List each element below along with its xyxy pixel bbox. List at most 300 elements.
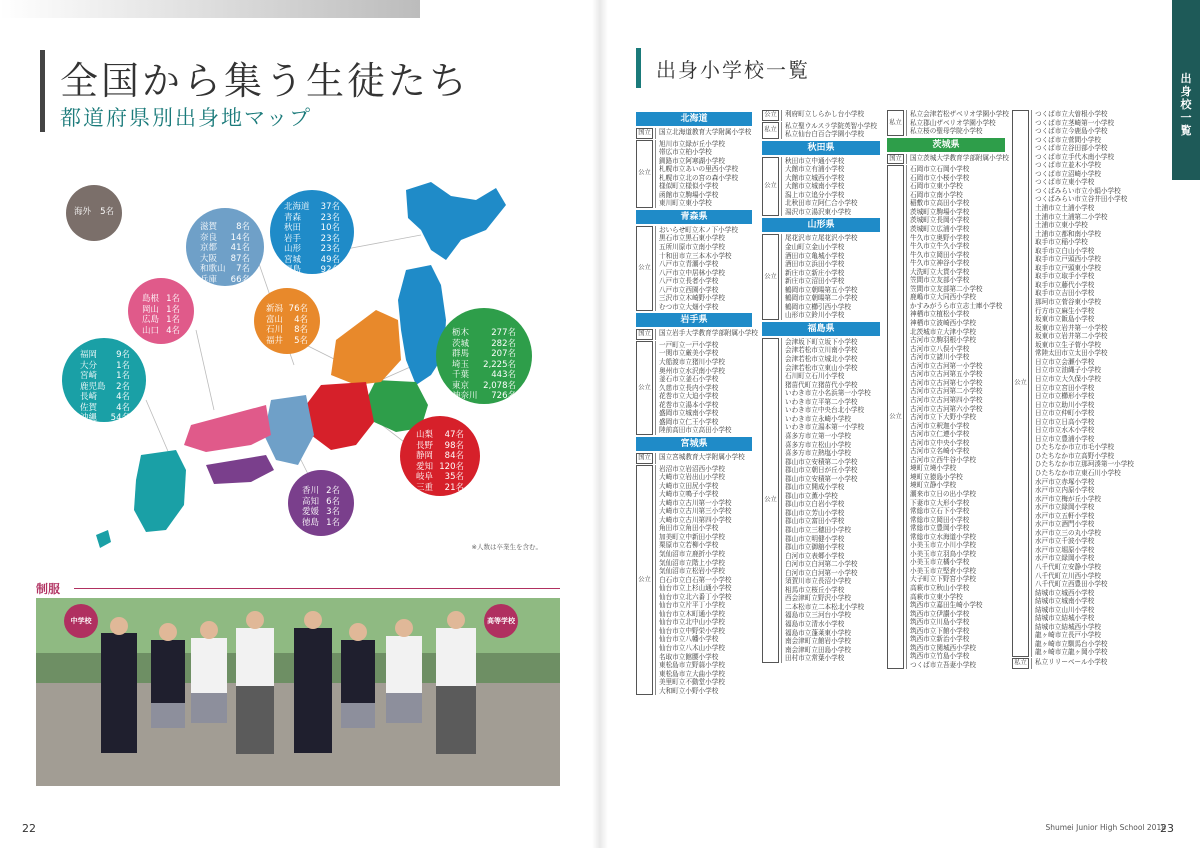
school-name: 取手市立稲小学校 <box>1035 238 1088 247</box>
school-name: 結城市立城南小学校 <box>1035 597 1095 606</box>
school-name: 石川町立石川小学校 <box>785 372 845 381</box>
school-name: 西会津町立野沢小学校 <box>785 594 851 603</box>
school-name: 国立北海道教育大学附属小学校 <box>659 128 752 136</box>
school-name: いわき市立湯本第一小学校 <box>785 423 865 432</box>
school-name: 白河市立白河第一小学校 <box>785 568 858 577</box>
school-type-label: 国立 <box>636 453 653 464</box>
school-name: 石岡市立小桜小学校 <box>910 173 970 182</box>
school-type-label: 公立 <box>636 341 653 435</box>
school-name: 鶴岡市立朝暘第二小学校 <box>785 294 858 303</box>
school-name: 筑西市立竹島小学校 <box>910 652 970 661</box>
school-type-label: 公立 <box>887 165 904 669</box>
list-title-accent <box>636 48 641 88</box>
school-name: 十和田市立三本木小学校 <box>659 251 732 260</box>
school-name: 様似町立様似小学校 <box>659 182 719 191</box>
school-name: 古河市立古河第七小学校 <box>910 378 983 387</box>
school-name: 郡山市立三穂田小学校 <box>785 525 851 534</box>
school-type-label: 公立 <box>636 140 653 208</box>
school-name: 小美玉市立橘小学校 <box>910 558 970 567</box>
school-list <box>781 234 880 319</box>
school-name: 常陸太田市立太田小学校 <box>1035 349 1108 358</box>
school-name: 新庄市立新庄小学校 <box>785 268 845 277</box>
school-name: 境町立静小学校 <box>910 481 957 490</box>
school-name: 日立市立仲町小学校 <box>1035 409 1095 418</box>
school-name: 喜多方市立熱塩小学校 <box>785 449 851 458</box>
school-name: 筑西市立伊讃小学校 <box>910 609 970 618</box>
school-type-label: 公立 <box>636 465 653 696</box>
school-name: 東川町立東小学校 <box>659 199 712 208</box>
school-name: おいらせ町立木ノ下小学校 <box>659 225 738 234</box>
school-name: 花巻市立湯本小学校 <box>659 400 719 409</box>
school-name: 筑西市立嘉田生崎小学校 <box>910 601 983 610</box>
school-name: 秋田市立中通小学校 <box>785 156 845 165</box>
school-name: 札幌市立あいの里西小学校 <box>659 165 739 174</box>
school-column-2 <box>762 110 880 664</box>
school-group <box>636 453 752 464</box>
school-name: つくば市立茎崎第一小学校 <box>1035 118 1115 127</box>
school-name: 石岡市立東小学校 <box>910 182 963 191</box>
school-name: 日立市立会瀬小学校 <box>1035 357 1095 366</box>
bubble-kanto: 栃木 277名 茨城 282名 群馬 207名 埼玉 2,225名 千葉 443名 東京 2,078名 神奈川 726名 <box>436 308 532 404</box>
school-name: 牛久市立牛久小学校 <box>910 242 970 251</box>
school-list <box>655 226 752 311</box>
school-name: 私立リリーベール小学校 <box>1035 658 1108 666</box>
school-name: 大船渡市立猪川小学校 <box>659 358 725 367</box>
school-list <box>781 110 880 121</box>
school-name: 盛岡市立仁王小学校 <box>659 417 719 426</box>
school-name: 陸前高田市立高田小学校 <box>659 426 732 435</box>
school-name: 筑西市立関城西小学校 <box>910 643 976 652</box>
school-name: 土浦市立土浦小学校 <box>1035 204 1095 213</box>
overseas-row: 海外 5名 <box>74 207 114 217</box>
school-name: 古河市立下大野小学校 <box>910 413 976 422</box>
school-list <box>655 341 752 435</box>
bubble-chubu: 山梨 47名 長野 98名 静岡 84名 愛知 120名 岐阜 35名 三重 21名 <box>400 416 480 496</box>
school-name: 茨城町立広浦小学校 <box>910 225 970 234</box>
school-name: 稲敷市立高田小学校 <box>910 199 970 208</box>
school-name: 会津若松市立東山小学校 <box>785 363 858 372</box>
school-name: つくば市立大曽根小学校 <box>1035 110 1108 118</box>
uniform-divider <box>74 588 560 589</box>
school-type-label: 公立 <box>762 234 779 319</box>
school-name: 牛久市立神谷小学校 <box>910 259 970 268</box>
school-name: いわき市立中央台北小学校 <box>785 406 865 415</box>
school-name: 大子町立下野宮小学校 <box>910 575 976 584</box>
school-name: 古河市立古河第二小学校 <box>910 387 983 396</box>
school-name: 久慈市立長内小学校 <box>659 383 719 392</box>
school-name: 筑西市立川島小学校 <box>910 618 970 627</box>
school-group <box>762 338 880 663</box>
school-list <box>1031 658 1142 669</box>
school-name: 茨城町立駒場小学校 <box>910 207 970 216</box>
school-name: 古河市立名崎小学校 <box>910 447 970 456</box>
school-name: 仙台市立木町通小学校 <box>659 609 725 618</box>
school-name: 取手市立白山小学校 <box>1035 246 1095 255</box>
school-name: 八戸市立中居林小学校 <box>659 268 725 277</box>
school-name: 盛岡市立城南小学校 <box>659 409 719 418</box>
school-name: 五所川原市立南小学校 <box>659 243 725 252</box>
school-name: 福島市立蓬莱東小学校 <box>785 628 851 637</box>
school-name: 高萩市立秋山小学校 <box>910 583 970 592</box>
school-name: 郡山市立朝日が丘小学校 <box>785 466 858 475</box>
prefecture-header: 青森県 <box>636 210 752 224</box>
school-name: 相馬市立桜丘小学校 <box>785 585 845 594</box>
school-name: 結城市立結城小学校 <box>1035 614 1095 623</box>
school-name: ひたちなか市立高野小学校 <box>1035 451 1115 460</box>
school-name: 国立岩手大学教育学部附属小学校 <box>659 329 758 338</box>
school-name: むつ市立大畑小学校 <box>659 302 719 311</box>
school-name: 坂東市立飯島小学校 <box>1035 315 1095 324</box>
school-name: 水戸市立堀原小学校 <box>1035 545 1095 554</box>
school-name: 名取市立館腰小学校 <box>659 652 719 661</box>
school-name: 気仙沼市立階上小学校 <box>659 558 725 567</box>
school-name: 北秋田市立阿仁合小学校 <box>785 199 858 208</box>
school-name: 釜石市立釜石小学校 <box>659 375 719 384</box>
school-name: 八戸市立長者小学校 <box>659 277 719 286</box>
school-name: 古河市立仁連小学校 <box>910 430 970 439</box>
school-name: 須賀川市立長沼小学校 <box>785 577 851 586</box>
school-name: 湯沢市立湯沢東小学校 <box>785 207 851 216</box>
school-name: 石岡市立南小学校 <box>910 190 963 199</box>
school-name: 結城市立結城西小学校 <box>1035 622 1101 631</box>
school-name: 水戸市立赤塚小学校 <box>1035 477 1095 486</box>
page-number-right: 23 <box>1160 822 1174 835</box>
school-name: 古河市立八俣小学校 <box>910 344 970 353</box>
school-name: 喜多方市立第一小学校 <box>785 431 851 440</box>
school-name: 水戸市立梅が丘小学校 <box>1035 494 1101 503</box>
school-list <box>655 128 752 139</box>
school-name: 土浦市立東小学校 <box>1035 221 1088 230</box>
school-name: 私立郡山ザベリオ学園小学校 <box>910 118 996 127</box>
school-name: 酒田市立亀城小学校 <box>785 251 845 260</box>
school-list <box>906 165 1005 669</box>
school-name: 大崎市立古川第三小学校 <box>659 507 732 516</box>
school-name: 私立仙台白百合学園小学校 <box>785 130 865 139</box>
school-type-label: 国立 <box>636 128 653 139</box>
uniform-photo <box>36 598 560 786</box>
school-name: 日立市立助川小学校 <box>1035 400 1095 409</box>
school-name: 仙台市立片平丁小学校 <box>659 601 725 610</box>
school-name: つくばみらい市立小絹小学校 <box>1035 186 1121 195</box>
school-group <box>636 128 752 139</box>
school-column-1 <box>636 110 758 696</box>
bubble-kinki: 滋賀 8名 奈良 14名 京都 41名 大阪 87名 和歌山 7名 兵庫 66名 <box>186 208 264 286</box>
school-type-label: 私立 <box>1012 658 1029 669</box>
side-tab <box>1172 0 1200 180</box>
school-type-label: 公立 <box>762 157 779 217</box>
school-name: 古河市立西牛谷小学校 <box>910 455 976 464</box>
school-name: つくばみらい市立谷井田小学校 <box>1035 195 1128 204</box>
school-name: 会津若松市立城北小学校 <box>785 355 858 364</box>
school-name: 仙台市立上杉山通小学校 <box>659 584 732 593</box>
school-name: 日立市立大久保小学校 <box>1035 374 1101 383</box>
school-name: 小美玉市立小川小学校 <box>910 541 976 550</box>
school-name: 北茨城市立大津小学校 <box>910 327 976 336</box>
school-name: 茨城町立長岡小学校 <box>910 216 970 225</box>
school-group <box>1012 110 1142 657</box>
bubble-hokuriku: 新潟 76名 富山 4名 石川 8名 福井 5名 <box>254 288 320 354</box>
school-name: 旭川市立緑が丘小学校 <box>659 139 725 148</box>
school-name: 取手市立藤代小学校 <box>1035 280 1095 289</box>
school-name: 八戸市立西園小学校 <box>659 285 719 294</box>
school-name: 日立市立油縄子小学校 <box>1035 366 1101 375</box>
school-name: 古河市立中央小学校 <box>910 438 970 447</box>
school-name: 郡山市立富田小学校 <box>785 517 845 526</box>
school-name: 南会津町立田島小学校 <box>785 645 851 654</box>
prefecture-header: 北海道 <box>636 112 752 126</box>
school-name: 境町立境小学校 <box>910 464 957 473</box>
school-list <box>781 157 880 217</box>
school-list <box>781 338 880 663</box>
school-name: 新庄市立沼田小学校 <box>785 277 845 286</box>
school-name: 行方市立麻生小学校 <box>1035 306 1095 315</box>
prefecture-header: 福島県 <box>762 322 880 336</box>
school-name: 利府町立しらかし台小学校 <box>785 110 865 118</box>
school-name: 栗原市立若柳小学校 <box>659 541 719 550</box>
prefecture-header: 茨城県 <box>887 138 1005 152</box>
school-name: 函館市立駒場小学校 <box>659 190 719 199</box>
school-group <box>762 122 880 139</box>
school-name: 喜多方市立松山小学校 <box>785 440 851 449</box>
school-name: いわき市立小名浜第一小学校 <box>785 389 871 398</box>
school-name: 龍ヶ崎市立龍ヶ岡小学校 <box>1035 648 1108 657</box>
school-name: つくば市立手代木南小学校 <box>1035 152 1115 161</box>
school-name: 山形市立鈴川小学校 <box>785 311 845 320</box>
school-name: 田村市立常葉小学校 <box>785 654 845 663</box>
school-group <box>636 226 752 311</box>
school-name: 気仙沼市立松岩小学校 <box>659 567 725 576</box>
school-name: 取手市立吉田小学校 <box>1035 289 1095 298</box>
school-name: つくば市立沼崎小学校 <box>1035 169 1101 178</box>
side-tab-label: 出身校一覧 <box>1180 72 1192 137</box>
school-group <box>887 153 1009 165</box>
school-name: 龍ヶ崎市立長戸小学校 <box>1035 631 1101 640</box>
school-name: 角田市立角田小学校 <box>659 524 719 533</box>
school-name: 土浦市立土浦第二小学校 <box>1035 212 1108 221</box>
school-name: 白石市立白石第一小学校 <box>659 575 732 584</box>
school-name: 国立茨城大学教育学部附属小学校 <box>910 153 1009 162</box>
school-type-label: 国立 <box>887 154 904 165</box>
school-name: 大崎市立古川第一小学校 <box>659 498 732 507</box>
school-name: 日立市立日高小学校 <box>1035 417 1095 426</box>
school-name: つくば市立東小学校 <box>1035 178 1095 187</box>
school-name: 結城市立城西小学校 <box>1035 588 1095 597</box>
school-name: 東松島市立野蒜小学校 <box>659 661 725 670</box>
junior-high-tag: 中学校 <box>64 604 98 638</box>
school-name: 郡山市立明健小学校 <box>785 534 845 543</box>
school-name: 岩沼市立岩沼西小学校 <box>659 464 725 473</box>
bubble-north: 北海道 37名 青森 23名 秋田 10名 岩手 23名 山形 23名 宮城 49名 福島 92名 <box>270 190 354 274</box>
school-name: 郡山市立安積第一小学校 <box>785 474 858 483</box>
school-name: 笠間市立友部小学校 <box>910 276 970 285</box>
school-name: つくば市立菅間小学校 <box>1035 135 1101 144</box>
bubble-chugoku: 島根 1名 岡山 1名 広島 1名 山口 4名 <box>128 278 194 344</box>
school-name: 札幌市立北の宮の森小学校 <box>659 173 739 182</box>
school-name: 結城市立山川小学校 <box>1035 605 1095 614</box>
school-group <box>762 110 880 121</box>
school-group <box>887 165 1005 669</box>
school-name: 福島市立三河台小学校 <box>785 611 851 620</box>
school-name: ひたちなか市立那珂湊第一小学校 <box>1035 460 1134 469</box>
school-name: 白河市立表郷小学校 <box>785 551 845 560</box>
school-name: つくば市立今鹿島小学校 <box>1035 127 1108 136</box>
school-name: 水戸市立千波小学校 <box>1035 537 1095 546</box>
school-name: 下妻市立大形小学校 <box>910 498 970 507</box>
school-name: 潮来市立日の出小学校 <box>910 489 976 498</box>
school-name: 古河市立古河第五小学校 <box>910 370 983 379</box>
school-name: 一関市立厳美小学校 <box>659 349 719 358</box>
school-name: 境町立猿島小学校 <box>910 472 963 481</box>
school-name: 南会津町立館岩小学校 <box>785 637 851 646</box>
school-list <box>655 329 758 340</box>
school-group <box>636 140 752 208</box>
school-name: 大洗町立大貫小学校 <box>910 267 970 276</box>
school-name: 一戸町立一戸小学校 <box>659 340 719 349</box>
senior-high-tag: 高等学校 <box>484 604 518 638</box>
school-name: 牛久市立奥野小学校 <box>910 233 970 242</box>
footer-brand: Shumei Junior High School 2018 <box>1045 823 1166 832</box>
school-list <box>1031 110 1142 657</box>
school-name: 白河市立白河第二小学校 <box>785 560 858 569</box>
school-name: 仙台市立北六番丁小学校 <box>659 592 732 601</box>
school-name: 大館市立有浦小学校 <box>785 165 845 174</box>
school-name: 鶴岡市立朝暘第五小学校 <box>785 285 858 294</box>
school-name: 水戸市立緑岡小学校 <box>1035 503 1095 512</box>
school-name: 仙台市立八幡小学校 <box>659 635 719 644</box>
school-name: 尾花沢市立尾花沢小学校 <box>785 234 858 243</box>
school-name: 取手市立戸頭東小学校 <box>1035 263 1101 272</box>
school-name: 加美町立中新田小学校 <box>659 532 725 541</box>
school-name: 古河市立釈迦小学校 <box>910 421 970 430</box>
school-name: 大和町立小野小学校 <box>659 686 719 695</box>
school-name: 仙台市立中野栄小学校 <box>659 626 725 635</box>
school-name: 小美玉市立羽鳥小学校 <box>910 549 976 558</box>
uniform-label: 制服 <box>36 582 61 596</box>
school-name: 常総市立石下小学校 <box>910 507 970 516</box>
school-name: つくば市立吾妻小学校 <box>910 660 976 669</box>
school-name: 那珂市立菅谷東小学校 <box>1035 298 1101 307</box>
school-name: いわき市立平第二小学校 <box>785 397 858 406</box>
school-name: 八千代町立安静小学校 <box>1035 562 1101 571</box>
school-name: かすみがうら市立志士庫小学校 <box>910 301 1003 310</box>
school-name: 奥州市立水沢南小学校 <box>659 366 725 375</box>
school-name: 日立市立水木小学校 <box>1035 426 1095 435</box>
school-name: 帯広市立柏小学校 <box>659 148 712 157</box>
school-name: 古河市立古河第四小学校 <box>910 395 983 404</box>
school-name: 黒石市立黒石東小学校 <box>659 234 725 243</box>
school-name: 猪苗代町立猪苗代小学校 <box>785 380 858 389</box>
school-name: 坂東市立岩井第二小学校 <box>1035 332 1108 341</box>
school-group <box>1012 658 1142 669</box>
school-name: 牛久市立岡田小学校 <box>910 250 970 259</box>
page-subtitle: 都道府県別出身地マップ <box>60 106 313 130</box>
school-name: 金山町立金山小学校 <box>785 243 845 252</box>
school-name: 郡山市立安積第二小学校 <box>785 457 858 466</box>
school-name: 日立市立豊浦小学校 <box>1035 434 1095 443</box>
school-name: いわき市立永崎小学校 <box>785 414 851 423</box>
page-number-left: 22 <box>22 822 36 835</box>
school-name: 水戸市立酒門小学校 <box>1035 520 1095 529</box>
school-name: 取手市立戸頭西小学校 <box>1035 255 1101 264</box>
school-name: 私立聖ウルスラ学院英智小学校 <box>785 121 877 130</box>
school-name: 郡山市立芳山小学校 <box>785 508 845 517</box>
school-name: 鹿嶋市立大同西小学校 <box>910 293 976 302</box>
school-group <box>636 465 752 696</box>
school-name: 大崎市立鳴子小学校 <box>659 490 719 499</box>
school-name: 筑西市立新治小学校 <box>910 635 970 644</box>
page-title: 全国から集う生徒たち <box>60 59 471 103</box>
school-name: 郡山市立薫小学校 <box>785 491 838 500</box>
school-name: 古河市立古河第六小学校 <box>910 404 983 413</box>
school-name: 高萩市立東小学校 <box>910 592 963 601</box>
school-name: 石岡市立石岡小学校 <box>910 165 970 174</box>
school-name: 美里町立不動堂小学校 <box>659 678 725 687</box>
school-name: 二本松市立二本松北小学校 <box>785 602 865 611</box>
school-name: 龍ヶ崎市立馴馬台小学校 <box>1035 639 1108 648</box>
school-name: 常総市立豊岡小学校 <box>910 524 970 533</box>
school-type-label: 私立 <box>887 110 904 136</box>
school-name: 水戸市立緑岡小学校 <box>1035 554 1095 563</box>
school-list <box>655 140 752 208</box>
bubble-shikoku: 香川 2名 高知 6名 愛媛 3名 徳島 1名 <box>288 470 354 536</box>
school-name: 気仙沼市立鹿折小学校 <box>659 549 725 558</box>
school-name: 土浦市立都和南小学校 <box>1035 229 1101 238</box>
page-gutter <box>592 0 608 848</box>
school-name: 水戸市立五軒小学校 <box>1035 511 1095 520</box>
school-name: 笠間市立友部第二小学校 <box>910 284 983 293</box>
school-type-label: 公立 <box>762 338 779 663</box>
school-name: 仙台市立北中山小学校 <box>659 618 725 627</box>
school-name: 八千代町立西豊田小学校 <box>1035 580 1108 589</box>
school-group <box>887 110 1009 136</box>
school-type-label: 公立 <box>636 226 653 311</box>
school-name: 郡山市立開成小学校 <box>785 483 845 492</box>
school-column-3 <box>887 110 1009 670</box>
school-name: 水戸市立内原小学校 <box>1035 486 1095 495</box>
school-group <box>636 329 758 340</box>
school-name: 私立会津若松ザベリオ学園小学校 <box>910 110 1009 118</box>
school-name: ひたちなか市立市毛小学校 <box>1035 443 1115 452</box>
school-list <box>655 465 752 696</box>
school-name: 日立市立宮田小学校 <box>1035 383 1095 392</box>
school-name: つくば市立並木小学校 <box>1035 161 1101 170</box>
school-name: 大崎市立古川第四小学校 <box>659 515 732 524</box>
school-name: 筑西市立下館小学校 <box>910 626 970 635</box>
bubble-kyushu: 福岡 9名 大分 1名 宮崎 1名 鹿児島 2名 長崎 4名 佐賀 4名 沖縄 54名 <box>62 338 146 422</box>
map-note: ※人数は卒業生を含む。 <box>471 543 542 551</box>
list-title: 出身小学校一覧 <box>656 58 810 82</box>
school-name: 神栖市立波崎西小学校 <box>910 319 976 328</box>
school-group <box>762 234 880 319</box>
school-name: 坂東市立生子菅小学校 <box>1035 340 1101 349</box>
school-name: 福島市立清水小学校 <box>785 619 845 628</box>
school-name: 古河市立駒羽根小学校 <box>910 336 976 345</box>
school-list <box>781 122 880 139</box>
school-name: 会津若松市立川南小学校 <box>785 346 858 355</box>
prefecture-header: 山形県 <box>762 218 880 232</box>
prefecture-header: 岩手県 <box>636 313 752 327</box>
school-name: 常総市立岡田小学校 <box>910 515 970 524</box>
school-name: 花巻市立大迫小学校 <box>659 392 719 401</box>
top-gradient-bar <box>0 0 420 18</box>
school-type-label: 公立 <box>1012 110 1029 657</box>
uniform-photo-graphic <box>36 598 560 786</box>
school-name: 取手市立取手小学校 <box>1035 272 1095 281</box>
school-name: 日立市立櫛形小学校 <box>1035 392 1095 401</box>
school-name: 仙台市立八木山小学校 <box>659 643 725 652</box>
school-list <box>655 453 752 464</box>
school-name: 郡山市立白岩小学校 <box>785 500 845 509</box>
